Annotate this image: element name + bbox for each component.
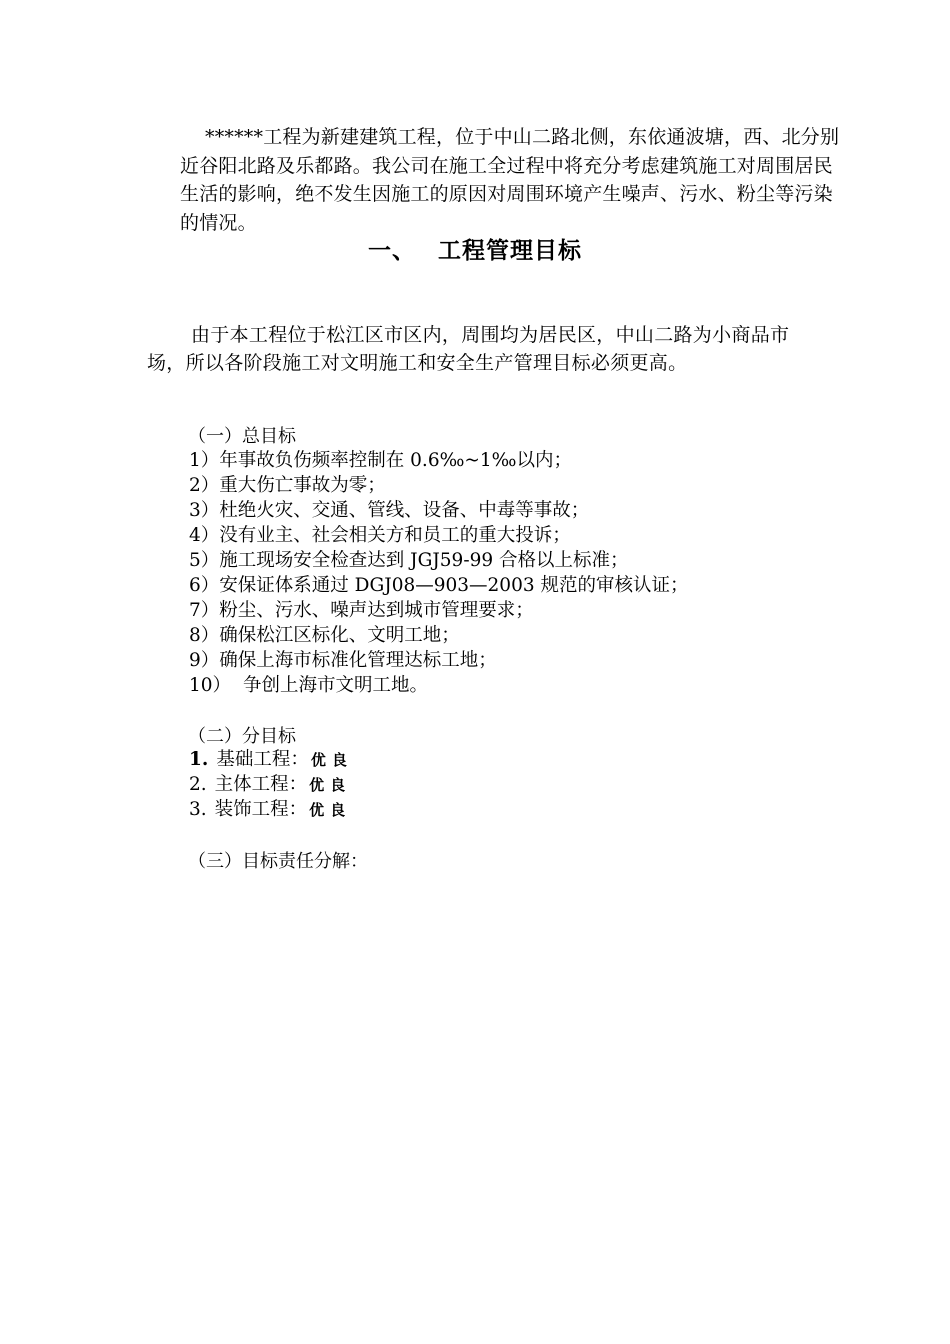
list-item-label: 装饰工程： [214, 799, 308, 820]
list-item-index: 10） [189, 675, 232, 696]
list-item [189, 623, 689, 648]
list-item-text: 争创上海市文明工地。 [243, 675, 429, 696]
list-item-text: 粉尘、污水、噪声达到城市管理要求； [219, 600, 534, 621]
section-heading [0, 232, 950, 265]
list-item-text: 杜绝火灾、交通、管线、设备、中毒等事故； [219, 500, 590, 521]
list-item-index: 3. [189, 799, 207, 820]
sub-goals-list [189, 747, 353, 822]
overall-goals-list [189, 448, 689, 698]
list-item-text: 没有业主、社会相关方和员工的重大投诉； [219, 525, 571, 546]
list-item [189, 523, 689, 548]
body-paragraph: 由于本工程位于松江区市区内，周围均为居民区，中山二路为小商品市场，所以各阶段施工对文明施工和安全生产管理目标必须更高。 [147, 324, 790, 374]
list-item-index: 7） [189, 600, 220, 621]
list-item-index: 5） [189, 550, 220, 571]
list-item-index: 3） [189, 500, 220, 521]
list-item-text: 确保上海市标准化管理达标工地； [219, 650, 497, 671]
list-item [189, 772, 353, 797]
sub-goals-title: （二）分目标 [188, 726, 296, 747]
list-item [189, 498, 689, 523]
list-item-index: 2） [189, 475, 220, 496]
list-item [189, 797, 353, 822]
list-item-text: 重大伤亡事故为零； [219, 475, 386, 496]
intro-paragraph: ******工程为新建建筑工程，位于中山二路北侧，东依通波塘，西、北分别近谷阳北路及乐都路。我公司在施工全过程中将充分考虑建筑施工对周围居民生活的影响，绝不发生因施工的原因对周围环境产生噪声、污水、粉尘等污染的情况。 [180, 126, 840, 234]
list-item [189, 473, 689, 498]
grade-value: 优良 [309, 776, 352, 794]
list-item [189, 573, 689, 598]
list-item-label: 主体工程： [214, 774, 308, 795]
list-item-text: 安保证体系通过 DGJ08—903—2003 规范的审核认证； [219, 575, 689, 596]
list-item-text: 年事故负伤频率控制在 0.6‰~1‰以内； [219, 450, 573, 471]
overall-goals-title: （一）总目标 [188, 426, 296, 447]
list-item-index: 1） [189, 450, 220, 471]
list-item-index: 2. [189, 774, 207, 795]
responsibility-title: （三）目标责任分解： [188, 851, 368, 872]
list-item [189, 747, 353, 772]
section-heading-number: 一、 [368, 238, 416, 264]
list-item [189, 548, 689, 573]
list-item [189, 648, 689, 673]
list-item-label: 基础工程： [216, 749, 309, 770]
list-item-index: 6） [189, 575, 220, 596]
section-heading-title: 工程管理目标 [438, 238, 582, 264]
list-item-index: 1. [189, 749, 209, 770]
list-item-index: 9） [189, 650, 220, 671]
grade-value: 优良 [309, 801, 352, 819]
list-item-text: 确保松江区标化、文明工地； [219, 625, 460, 646]
list-item [189, 673, 689, 698]
list-item [189, 448, 689, 473]
list-item-index: 8） [189, 625, 220, 646]
list-item-text: 施工现场安全检查达到 JGJ59-99 合格以上标准； [219, 550, 629, 571]
list-item [189, 598, 689, 623]
list-item-index: 4） [189, 525, 220, 546]
grade-value: 优良 [310, 751, 353, 769]
